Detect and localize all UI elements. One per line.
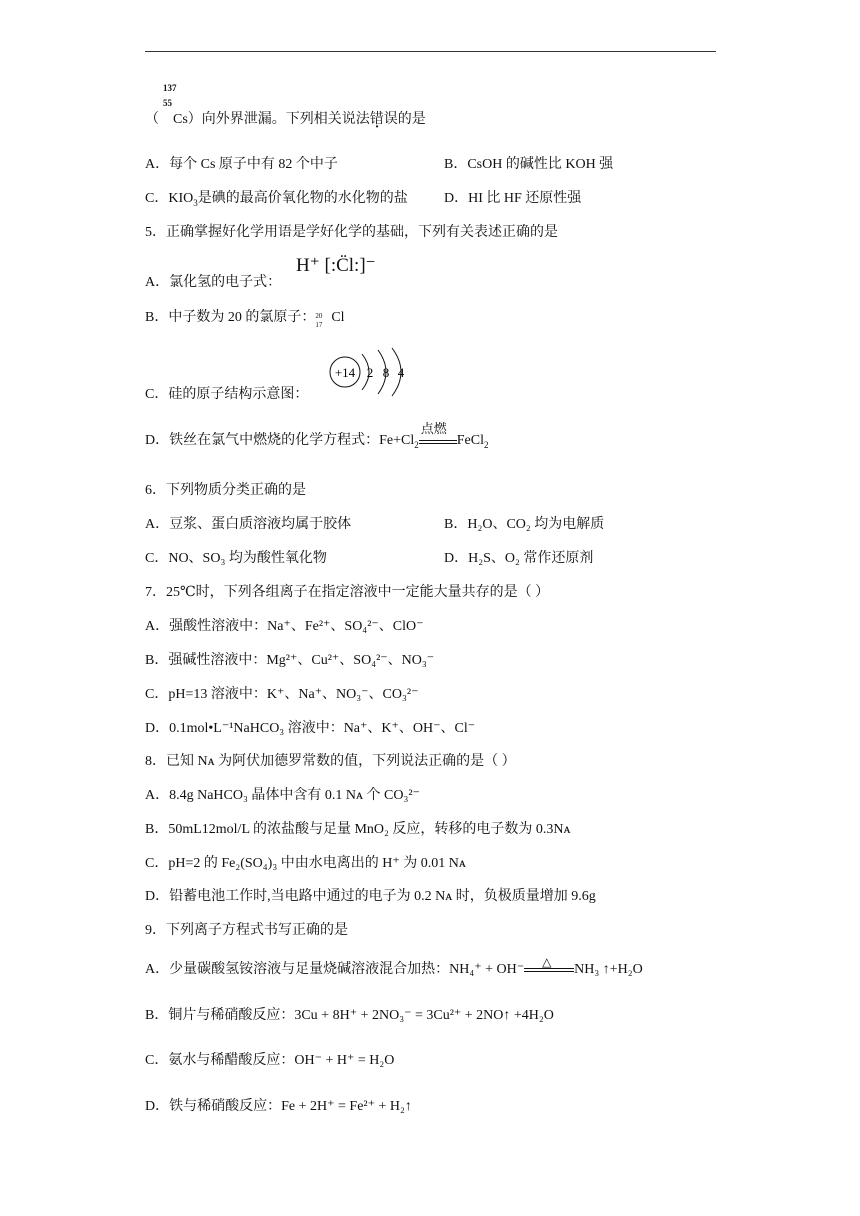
q7-option-d[interactable]: D．0.1mol•L⁻¹NaHCO₃ 溶液中：Na⁺、K⁺、OH⁻、Cl⁻ [145,721,476,736]
heat-triangle-icon: △ [542,954,552,969]
q9-option-c-text: C．氨水与稀醋酸反应： [145,1053,295,1068]
isotope-mass-number: 137 [163,83,177,93]
q4-option-b[interactable]: B．CsOH 的碱性比 KOH 强 [444,157,614,172]
q9-option-a-text: A．少量碳酸氢铵溶液与足量烧碱溶液混合加热： [145,962,450,977]
shell-1-count: 2 [366,365,374,380]
q7-option-c[interactable]: C．pH=13 溶液中：K⁺、Na⁺、NO₃⁻、CO₃²⁻ [145,687,419,702]
q6-stem: 6．下列物质分类正确的是 [145,483,306,498]
q8-option-a[interactable]: A．8.4g NaHCO₃ 晶体中含有 0.1 Nᴀ 个 CO₃²⁻ [145,788,420,803]
q5-option-b[interactable] [145,309,345,327]
q9-b-equation: 3Cu + 8H⁺ + 2NO₃⁻ = 3Cu²⁺ + 2NO↑ +4H₂O [294,1008,554,1023]
q5-option-d-text: D．铁丝在氯气中燃烧的化学方程式： [145,433,380,448]
q7-stem: 7．25℃时，下列各组离子在指定溶液中一定能大量共存的是（ ） [145,585,550,600]
condition-label: 点燃 [420,421,447,436]
q6-option-c[interactable]: C．NO、SO₃ 均为酸性氧化物 [145,551,327,566]
q4-option-a[interactable]: A．每个 Cs 原子中有 82 个中子 [145,157,338,172]
q4-emphasis: 错误 [369,112,398,127]
q9-option-c[interactable] [145,1052,394,1070]
q4-paren: （ [145,112,159,127]
nuclide-mass: 20 [315,312,323,320]
q4-stem [145,111,426,129]
q5-stem: 5．正确掌握好化学用语是学好化学的基础，下列有关表述正确的是 [145,225,558,240]
q7-option-a[interactable]: A．强酸性溶液中：Na⁺、Fe²⁺、SO₄²⁻、ClO⁻ [145,619,424,634]
q9-option-d-text: D．铁与稀硝酸反应： [145,1099,282,1114]
q4-stem-text: Cs）向外界泄漏。下列相关说法 [173,112,370,127]
q5-option-d[interactable]: D．铁丝在氯气中燃烧的化学方程式：$Fe+Cl_2$ 点燃 FeCl$_2$ [145,421,489,450]
q6-option-b[interactable]: B．H₂O、CO₂ 均为电解质 [444,517,605,532]
q8-option-d[interactable]: D．铅蓄电池工作时,当电路中通过的电子为 0.2 Nᴀ 时，负极质量增加 9.6g [145,889,596,904]
q9-option-a[interactable] [145,954,643,979]
shell-2-count: 8 [382,365,390,380]
q5-option-c[interactable]: C．硅的原子结构示意图： [145,387,309,402]
nuclide-symbol: Cl [331,310,345,326]
q9-stem: 9．下列离子方程式书写正确的是 [145,923,348,938]
q9-option-b[interactable] [145,1007,554,1025]
q5-option-b-text: B．中子数为 20 的氯原子： [145,310,316,326]
q4-option-c-post: 是碘的最高价氧化物的水化物的盐 [197,191,408,206]
q9-d-equation: Fe + 2H⁺ = Fe²⁺ + H₂↑ [281,1099,412,1114]
q6-option-a[interactable]: A．豆浆、蛋白质溶液均属于胶体 [145,517,352,532]
q8-option-c[interactable]: C．pH=2 的 Fe₂(SO₄)₃ 中由水电离出的 H⁺ 为 0.01 Nᴀ [145,856,466,871]
q4-option-c-pre: C．KIO [145,191,194,206]
q4-option-c[interactable]: C．$KIO_3$是碘的最高价氧化物的水化物的盐 [145,191,408,208]
q9-option-d[interactable] [145,1098,412,1116]
q9-a-left: NH₄⁺ + OH⁻ [449,962,525,977]
nucleus-label: +14 [334,365,356,380]
header-rule [145,51,716,52]
q4-option-d[interactable]: D．HI 比 HF 还原性强 [444,191,582,206]
isotope-atomic-number: 55 [163,98,172,108]
silicon-atom-diagram [326,346,408,398]
shell-3-count: 4 [397,365,405,380]
q5-option-a[interactable]: A．氯化氢的电子式： [145,275,282,290]
reaction-left: Fe+Cl [379,433,415,448]
q8-option-b[interactable]: B．50mL12mol/L 的浓盐酸与足量 MnO₂ 反应，转移的电子数为 0.3Nᴀ [145,822,571,837]
q9-a-right: NH₃ ↑+H₂O [574,962,643,977]
q4-stem-end: 的是 [397,112,426,127]
q9-c-equation: OH⁻ + H⁺ = H₂O [294,1053,395,1068]
reaction-right: FeCl [456,433,484,448]
chlorine-nuclide [315,309,331,327]
ignition-condition [419,421,457,444]
nuclide-number: 17 [315,321,323,329]
q9-option-b-text: B．铜片与稀硝酸反应： [145,1008,295,1023]
heating-condition [524,954,574,972]
hcl-electron-formula: H⁺ [:C̈l:]⁻ [296,255,376,276]
q7-option-b[interactable]: B．强碱性溶液中：Mg²⁺、Cu²⁺、SO₄²⁻、NO₃⁻ [145,653,435,668]
q8-stem: 8．已知 Nᴀ 为阿伏加德罗常数的值，下列说法正确的是（ ） [145,754,516,769]
q6-option-d[interactable]: D．H₂S、O₂ 常作还原剂 [444,551,594,566]
